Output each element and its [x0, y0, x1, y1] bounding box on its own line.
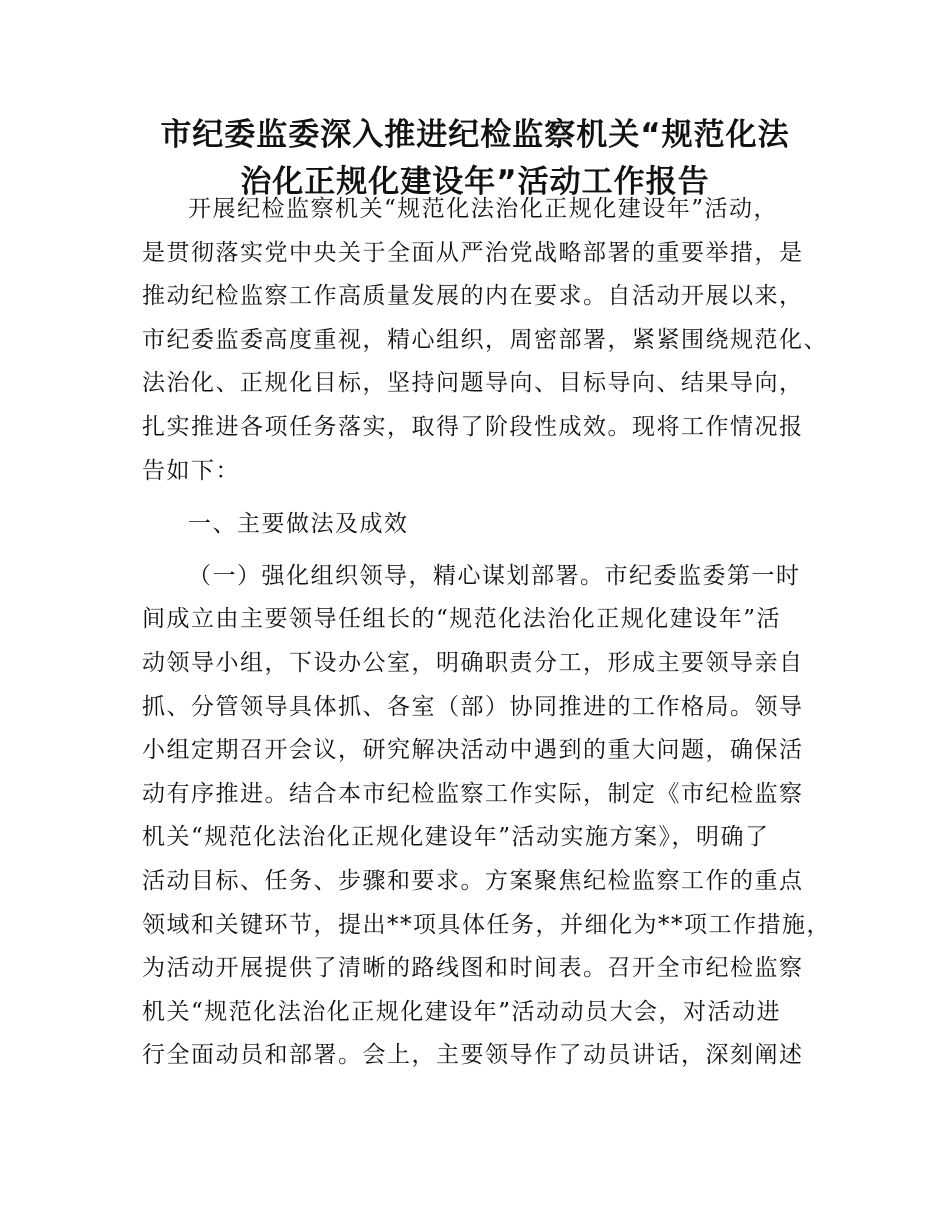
intro-line: 市纪委监委高度重视，精心组织，周密部署，紧紧围绕规范化、: [142, 326, 828, 353]
title-line-1: 市纪委监委深入推进纪检监察机关“规范化法: [160, 117, 790, 153]
intro-paragraph: [142, 188, 827, 493]
intro-line: 扎实推进各项任务落实，取得了阶段性成效。现将工作情况报: [142, 413, 804, 440]
intro-line: 告如下：: [142, 457, 240, 484]
paragraph-line: （一）强化组织领导，精心谋划部署。市纪委监委第一时: [188, 562, 801, 589]
intro-line: 法治化、正规化目标，坚持问题导向、目标导向、结果导向，: [142, 370, 804, 397]
intro-line: 推动纪检监察工作高质量发展的内在要求。自活动开展以来，: [142, 283, 804, 310]
title-line-2: 治化正规化建设年”活动工作报告: [240, 164, 710, 200]
paragraph-line: 抓、分管领导具体抓、各室（部）协同推进的工作格局。领导: [142, 693, 804, 720]
document-body: [142, 188, 831, 1078]
intro-line: 是贯彻落实党中央关于全面从严治党战略部署的重要举措，是: [142, 239, 804, 266]
paragraph-line: 机关“规范化法治化正规化建设年”活动实施方案》，明确了: [142, 824, 770, 851]
paragraph-line: 活动目标、任务、步骤和要求。方案聚焦纪检监察工作的重点: [142, 867, 804, 894]
intro-line: 开展纪检监察机关“规范化法治化正规化建设年”活动，: [188, 196, 779, 222]
paragraph-line: 动有序推进。结合本市纪检监察工作实际，制定《市纪检监察: [142, 780, 804, 807]
paragraph-line: 间成立由主要领导任组长的“规范化法治化正规化建设年”活: [142, 606, 782, 633]
paragraph-line: 为活动开展提供了清晰的路线图和时间表。召开全市纪检监察: [142, 955, 804, 982]
section-heading: 一、主要做法及成效: [188, 511, 409, 538]
paragraph-line: 小组定期召开会议，研究解决活动中遇到的重大问题，确保活: [142, 737, 804, 764]
paragraph-line: 机关“规范化法治化正规化建设年”活动动员大会，对活动进: [142, 998, 782, 1025]
paragraph-line: 行全面动员和部署。会上，主要领导作了动员讲话，深刻阐述: [142, 1042, 804, 1069]
paragraph-line: 领域和关键环节，提出**项具体任务，并细化为**项工作措施，: [142, 911, 831, 938]
section1-paragraph: [142, 555, 831, 1078]
paragraph-line: 动领导小组，下设办公室，明确职责分工，形成主要领导亲自: [142, 649, 804, 676]
